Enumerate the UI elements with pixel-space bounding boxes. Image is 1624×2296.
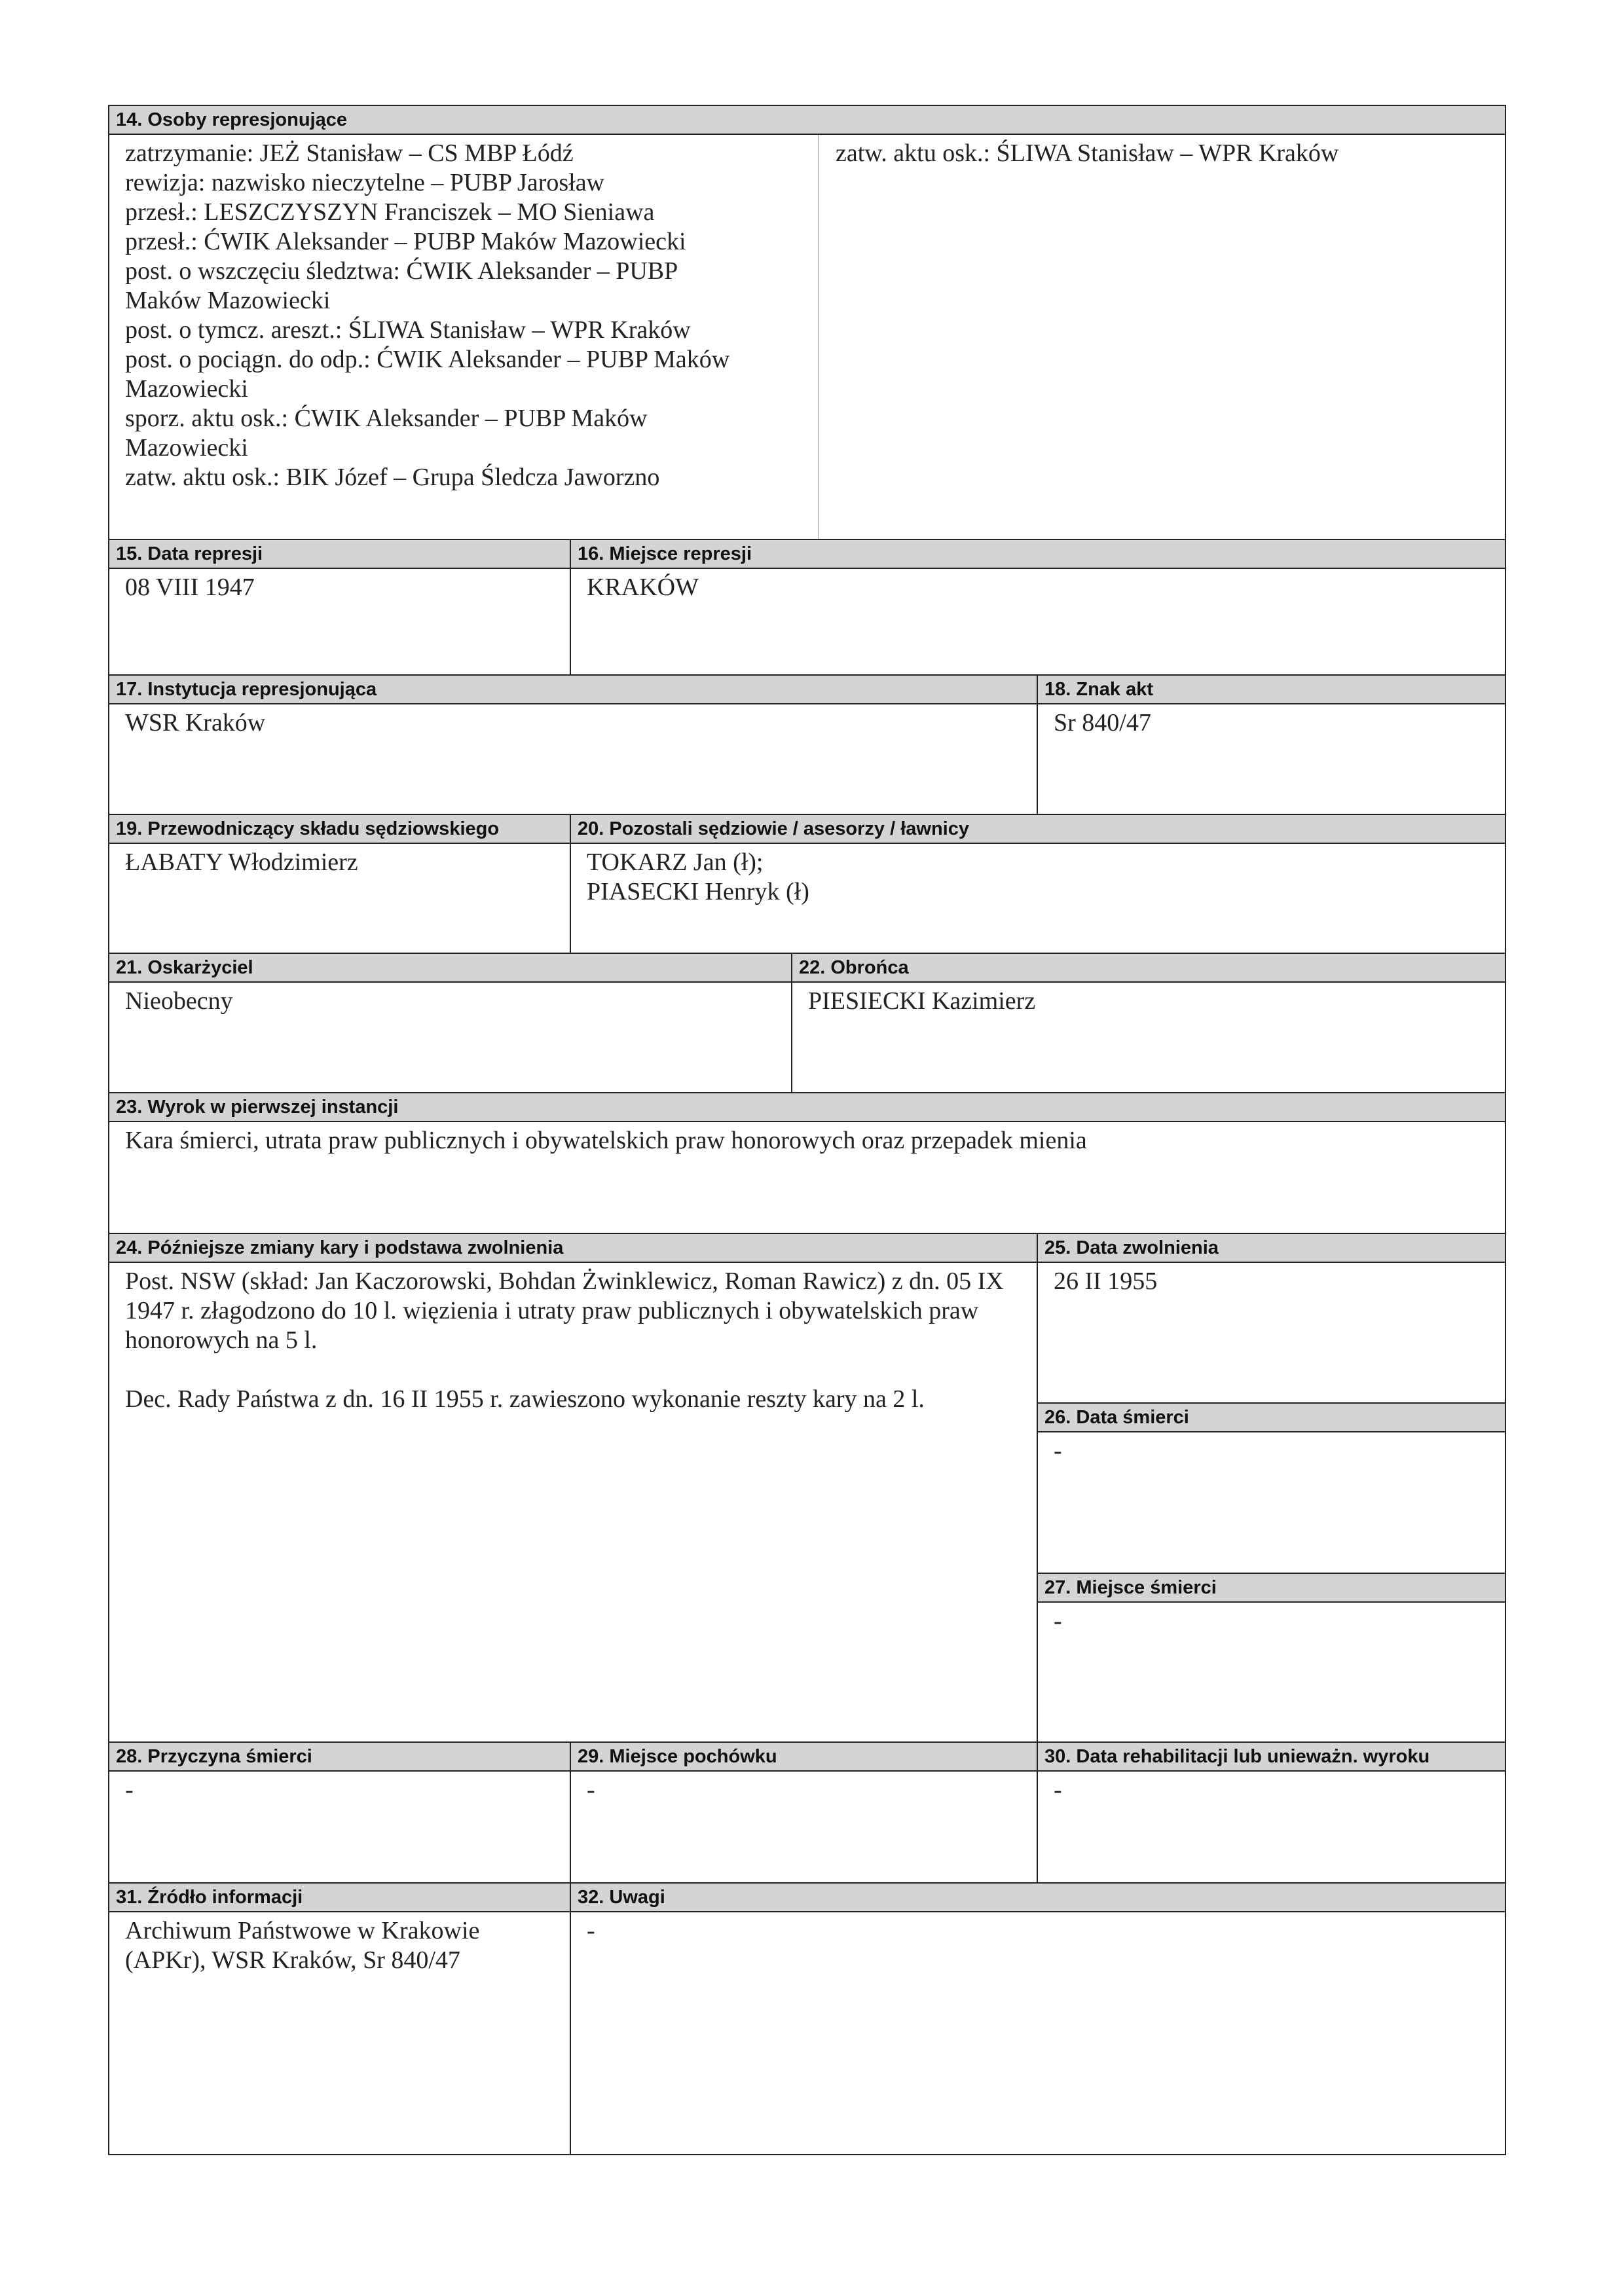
section-30-rehabilitation-date xyxy=(1037,1741,1506,1882)
section-14-column-divider xyxy=(818,135,819,539)
section-14-left-column xyxy=(109,135,788,539)
section-31-information-source xyxy=(108,1882,571,2155)
section-14-right-line: zatw. aktu osk.: ŚLIWA Stanisław – WPR Kraków xyxy=(836,139,1339,167)
section-21-prosecutor xyxy=(108,953,792,1092)
section-15-label: 15. Data represji xyxy=(109,540,570,569)
section-32-label: 32. Uwagi xyxy=(571,1884,1505,1912)
section-26-death-date xyxy=(1037,1402,1506,1573)
section-18-file-reference xyxy=(1037,674,1506,814)
section-23-value: Kara śmierci, utrata praw publicznych i obywatelskich praw honorowych oraz przepadek mienia xyxy=(125,1127,1087,1154)
section-24-label: 24. Późniejsze zmiany kary i podstawa zwolnienia xyxy=(109,1234,1037,1263)
section-16-label: 16. Miejsce represji xyxy=(571,540,1505,569)
section-14-left-line: przesł.: LESZCZYSZYN Franciszek – MO Sieniawa xyxy=(125,198,655,226)
section-22-defender xyxy=(791,953,1506,1092)
section-30-value: - xyxy=(1054,1776,1062,1804)
section-31-line: (APKr), WSR Kraków, Sr 840/47 xyxy=(125,1946,460,1974)
section-32-remarks xyxy=(570,1882,1506,2155)
section-31-label: 31. Źródło informacji xyxy=(109,1884,570,1912)
section-14-left-line: przesł.: ĆWIK Aleksander – PUBP Maków Mazowiecki xyxy=(125,228,686,255)
section-14-left-line: Maków Mazowiecki xyxy=(125,287,331,314)
section-17-value: WSR Kraków xyxy=(125,709,266,737)
section-16-repression-place xyxy=(570,539,1506,674)
section-24-paragraph: Dec. Rady Państwa z dn. 16 II 1955 r. zawieszono wykonanie reszty kary na 2 l. xyxy=(125,1385,925,1413)
section-17-label: 17. Instytucja represjonująca xyxy=(109,676,1037,704)
section-15-value: 08 VIII 1947 xyxy=(125,574,255,601)
section-28-value: - xyxy=(125,1776,134,1804)
section-26-label: 26. Data śmierci xyxy=(1038,1404,1505,1432)
section-28-label: 28. Przyczyna śmierci xyxy=(109,1743,570,1772)
section-19-label: 19. Przewodniczący składu sędziowskiego xyxy=(109,815,570,844)
section-14-left-line: sporz. aktu osk.: ĆWIK Aleksander – PUBP Maków xyxy=(125,405,648,432)
section-29-value: - xyxy=(587,1776,595,1804)
section-29-label: 29. Miejsce pochówku xyxy=(571,1743,1037,1772)
section-21-label: 21. Oskarżyciel xyxy=(109,954,791,983)
section-27-label: 27. Miejsce śmierci xyxy=(1038,1574,1505,1603)
section-20-other-judges xyxy=(570,814,1506,953)
section-24-sentence-changes xyxy=(108,1233,1038,1741)
section-17-institution xyxy=(108,674,1038,814)
section-24-paragraph: Post. NSW (skład: Jan Kaczorowski, Bohdan Żwinklewicz, Roman Rawicz) z dn. 05 IX 1947 r. złagodzono do 10 l. więzienia i utraty praw publicznych i obywatelskich praw honorowych na 5 l. xyxy=(125,1267,1004,1354)
section-14-left-line: Mazowiecki xyxy=(125,434,248,462)
section-25-label: 25. Data zwolnienia xyxy=(1038,1234,1505,1263)
section-15-repression-date xyxy=(108,539,571,674)
section-18-label: 18. Znak akt xyxy=(1038,676,1505,704)
section-20-label: 20. Pozostali sędziowie / asesorzy / ławnicy xyxy=(571,815,1505,844)
section-14-label: 14. Osoby represjonujące xyxy=(109,106,1505,135)
section-30-label: 30. Data rehabilitacji lub unieważn. wyroku xyxy=(1038,1743,1505,1772)
section-25-value: 26 II 1955 xyxy=(1054,1267,1158,1295)
section-28-death-cause xyxy=(108,1741,571,1882)
section-24-value xyxy=(109,1263,1037,1741)
section-14-left-line: zatrzymanie: JEŻ Stanisław – CS MBP Łódź xyxy=(125,139,574,167)
section-22-label: 22. Obrońca xyxy=(792,954,1505,983)
section-14-left-line: zatw. aktu osk.: BIK Józef – Grupa Śledcza Jaworzno xyxy=(125,464,660,491)
section-19-presiding-judge xyxy=(108,814,571,953)
section-25-release-date xyxy=(1037,1233,1506,1402)
section-14-right-column xyxy=(820,135,1505,539)
section-31-line: Archiwum Państwowe w Krakowie xyxy=(125,1917,480,1944)
section-14-left-line: post. o pociągn. do odp.: ĆWIK Aleksander – PUBP Maków xyxy=(125,346,730,373)
section-21-value: Nieobecny xyxy=(125,987,233,1015)
section-29-burial-place xyxy=(570,1741,1038,1882)
section-16-value: KRAKÓW xyxy=(587,574,699,601)
section-23-first-instance-verdict xyxy=(108,1092,1506,1233)
section-23-label: 23. Wyrok w pierwszej instancji xyxy=(109,1093,1505,1122)
section-20-value xyxy=(571,844,1505,953)
section-26-value: - xyxy=(1054,1437,1062,1465)
section-31-value xyxy=(109,1912,570,2154)
section-20-line: PIASECKI Henryk (ł) xyxy=(587,878,809,905)
section-14-left-line: post. o wszczęciu śledztwa: ĆWIK Aleksander – PUBP xyxy=(125,257,678,285)
section-32-value: - xyxy=(587,1917,595,1944)
section-14-left-line: Mazowiecki xyxy=(125,375,248,403)
section-22-value: PIESIECKI Kazimierz xyxy=(808,987,1036,1015)
section-14-left-line: post. o tymcz. areszt.: ŚLIWA Stanisław – WPR Kraków xyxy=(125,316,691,344)
section-14-persecutors xyxy=(108,105,1506,539)
section-19-value: ŁABATY Włodzimierz xyxy=(125,848,358,876)
section-14-left-line: rewizja: nazwisko nieczytelne – PUBP Jarosław xyxy=(125,169,605,196)
section-20-line: TOKARZ Jan (ł); xyxy=(587,848,764,876)
section-18-value: Sr 840/47 xyxy=(1054,709,1151,737)
section-27-value: - xyxy=(1054,1607,1062,1635)
section-27-death-place xyxy=(1037,1573,1506,1741)
